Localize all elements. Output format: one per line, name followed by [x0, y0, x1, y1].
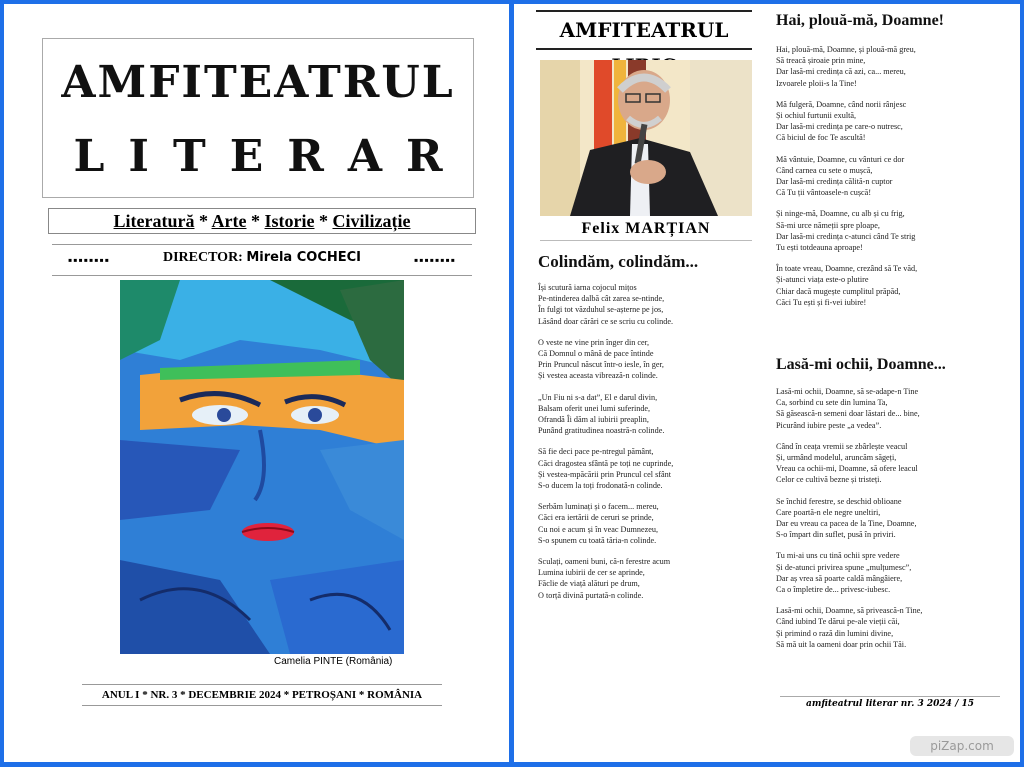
verse-line: Ca o împletire de... privesc-iubesc.: [776, 585, 891, 595]
verse-line: În toate vreau, Doamne, crezând să Te văd,: [776, 264, 918, 274]
poem-body-colindam: [538, 282, 758, 611]
section-rubric: AMFITEATRUL: [536, 10, 752, 50]
verse-line: Izvoarele ploii-s la Tine!: [776, 78, 857, 88]
stanza: [538, 446, 758, 491]
verse-line: Dar aș vrea să poarte caldă mângâiere,: [776, 573, 903, 583]
verse-line: Mă fulgeră, Doamne, când norii rânjesc: [776, 99, 907, 109]
stanza: [538, 282, 758, 327]
stanza: [776, 263, 1008, 308]
stanza: [538, 501, 758, 546]
masthead-title-line1: AMFITEATRUL: [61, 57, 455, 108]
verse-line: Când în ceața vremii se zbârlește veacul: [776, 441, 908, 451]
verse-line: Ofrandă Îi dăm al iubirii preaplin,: [538, 415, 649, 425]
verse-line: Dar eu vreau ca pacea de la Tine, Doamne,: [776, 519, 917, 529]
verse-line: Și ochiul furtunii exultă,: [776, 111, 857, 121]
verse-line: Când carnea cu sete o mușcă,: [776, 165, 873, 175]
verse-line: Când iubind Te dărui pe-ale vieții căi,: [776, 617, 900, 627]
verse-line: Lasă-mi ochii, Doamne, să se-adape-n Tine: [776, 387, 919, 396]
painting-caption: Camelia PINTE (România): [274, 656, 393, 667]
subject-arte: Arte: [211, 211, 247, 231]
verse-line: Și vestea-mpăcării prin Pruncul cel sfânt: [538, 469, 672, 479]
verse-line: Să fie deci pace pe-ntregul pământ,: [538, 447, 654, 457]
watermark: piZap.com: [910, 736, 1014, 756]
verse-line: Balsam oferit unei lumi suferinde,: [538, 403, 651, 413]
verse-line: Și-atunci viața este-o plutire: [776, 275, 869, 285]
decor-dots-left: ▪▪▪▪▪▪▪▪: [68, 253, 111, 267]
stanza: [776, 154, 1008, 199]
verse-line: Își scutură iarna cojocul mițos: [538, 283, 637, 292]
verse-line: O veste ne vine prin înger din cer,: [538, 337, 650, 347]
verse-line: Căci era iertării de ceruri se prinde,: [538, 513, 654, 523]
verse-line: Hai, plouă-mă, Doamne, și plouă-mă greu,: [776, 45, 916, 54]
verse-line: Și, urmând modelul, aruncăm săgeți,: [776, 453, 897, 463]
decor-dots-right: ▪▪▪▪▪▪▪▪: [413, 253, 456, 267]
verse-line: Să mă uit la oameni doar prin ochii Tăi.: [776, 639, 907, 649]
poem-title-ploua: Hai, plouă-mă, Doamne!: [776, 12, 944, 29]
stanza: [776, 208, 1008, 253]
verse-line: „Un Fiu ni s-a dat”, El e darul divin,: [538, 392, 658, 402]
verse-line: Punând gratitudinea noastră-n colinde.: [538, 426, 665, 436]
verse-line: În fulgi tot văzduhul se-așterne pe jos,: [538, 305, 664, 315]
masthead-title-line2: LITERAR: [73, 131, 467, 182]
verse-line: Dar lasă-mi credința pe care-o nutresc,: [776, 122, 903, 132]
subject-literatura: Literatură: [113, 211, 195, 231]
verse-line: Dar lasă-mi credința c-atunci când Te strig: [776, 231, 916, 241]
verse-line: Și ninge-mă, Doamne, cu alb și cu frig,: [776, 209, 905, 219]
stanza: [538, 392, 758, 437]
masthead: [42, 38, 474, 198]
verse-line: Serbăm luminați și o facem... mereu,: [538, 502, 659, 512]
stanza: [538, 556, 758, 601]
verse-line: Că Tu ții vântoasele-n cușcă!: [776, 188, 872, 198]
verse-line: Să-mi urce nămeții spre ploape,: [776, 220, 880, 230]
verse-line: Cu noi e acum și în veac Dumnezeu,: [538, 524, 659, 534]
stanza: [776, 550, 1008, 595]
verse-line: S-o spunem cu toată tăria-n colinde.: [538, 535, 657, 545]
verse-line: Picurând iubire peste „a vedea”.: [776, 420, 882, 430]
author-name: Felix MARȚIAN: [581, 220, 711, 237]
verse-line: Lumina iubirii de cer se aprinde,: [538, 568, 645, 578]
verse-line: S-o ducem la toți frodonată-n colinde.: [538, 481, 663, 491]
verse-line: Făclie de viață alături pe drum,: [538, 579, 640, 589]
verse-line: Mă vântuie, Doamne, cu vânturi ce dor: [776, 154, 905, 164]
stanza: [776, 496, 1008, 541]
cover-page: [4, 4, 509, 762]
verse-line: Și primind o rază din lumini divine,: [776, 628, 894, 638]
subject-civilizatie: Civilizație: [332, 211, 411, 231]
verse-line: Vreau ca ochii-mi, Doamne, să ofere leacul: [776, 464, 918, 474]
verse-line: Ca, sorbind cu sete din lumina Ta,: [776, 398, 888, 408]
cover-painting: [120, 280, 404, 654]
verse-line: Dar lasă-mi credința călită-n cuptor: [776, 177, 893, 187]
verse-line: Și vestea aceasta vibrează-n colinde.: [538, 371, 658, 381]
verse-line: O torță divină purtată-n colinde.: [538, 590, 644, 600]
verse-line: Să treacă șiroaie prin mine,: [776, 56, 866, 66]
verse-line: Chiar dacă mugește cumplitul prăpăd,: [776, 286, 901, 296]
verse-line: Prin Pruncul născut într-o iesle, în ger,: [538, 360, 664, 370]
stanza: [776, 99, 1008, 144]
verse-line: Căci Tu ești și fi-vei iubire!: [776, 297, 867, 307]
stanza: [776, 605, 1008, 650]
poetry-page: [514, 4, 1020, 762]
author-divider: [540, 240, 752, 241]
verse-line: Dar lasă-mi credința că azi, ca... mereu,: [776, 67, 906, 77]
subject-istorie: Istorie: [264, 211, 315, 231]
verse-line: Care poartă-n ele negre uneltiri,: [776, 507, 881, 517]
verse-line: S-o împart din suflet, pusă în priviri.: [776, 530, 896, 540]
stanza: [538, 337, 758, 382]
verse-line: Căci dragostea sfântă pe toți ne cuprinde,: [538, 458, 674, 468]
verse-line: Se închid ferestre, se deschid oblioane: [776, 496, 902, 506]
stanza: [776, 44, 1008, 89]
verse-line: Să găsească-n semeni doar lăstari de... bine,: [776, 409, 920, 419]
verse-line: Lăsând doar cărări ce se scriu cu colinde.: [538, 316, 674, 326]
subjects-bar: Literatură * Arte * Istorie * Civilizație: [48, 208, 476, 234]
verse-line: Tu mi-ai uns cu tină ochii spre vedere: [776, 551, 900, 561]
verse-line: Tu ești totdeauna aproape!: [776, 243, 863, 253]
verse-line: Sculați, oameni buni, că-n ferestre acum: [538, 557, 671, 567]
poem-title-colindam: Colindăm, colindăm...: [538, 252, 699, 271]
issue-line: ANUL I * NR. 3 * DECEMBRIE 2024 * PETROȘANI * ROMÂNIA: [82, 684, 442, 706]
poem-body-ploua: [776, 44, 1008, 318]
director-line: [52, 244, 472, 276]
stanza: [776, 441, 1008, 486]
verse-line: Celor ce cultivă bezne și tristeți.: [776, 475, 882, 485]
verse-line: Și de-atunci privirea spune „mulțumesc”,: [776, 562, 912, 572]
page-footer: amfiteatrul literar nr. 3 2024 / 15: [780, 696, 1000, 709]
verse-line: Că Domnul o mână de pace întinde: [538, 349, 654, 359]
verse-line: Lasă-mi ochii, Doamne, să privească-n Tine,: [776, 606, 923, 616]
director-name: Mirela COCHECI: [246, 250, 362, 265]
director-label: DIRECTOR:: [162, 250, 243, 265]
poem-body-ochii: [776, 386, 1008, 660]
author-photo: [540, 60, 752, 216]
stanza: [776, 386, 1008, 431]
verse-line: Că biciul de foc Te ascultă!: [776, 133, 866, 143]
poem-title-ochii: Lasă-mi ochii, Doamne...: [776, 356, 946, 373]
verse-line: Pe-ntinderea dalbă cât zarea se-ntinde,: [538, 294, 665, 304]
